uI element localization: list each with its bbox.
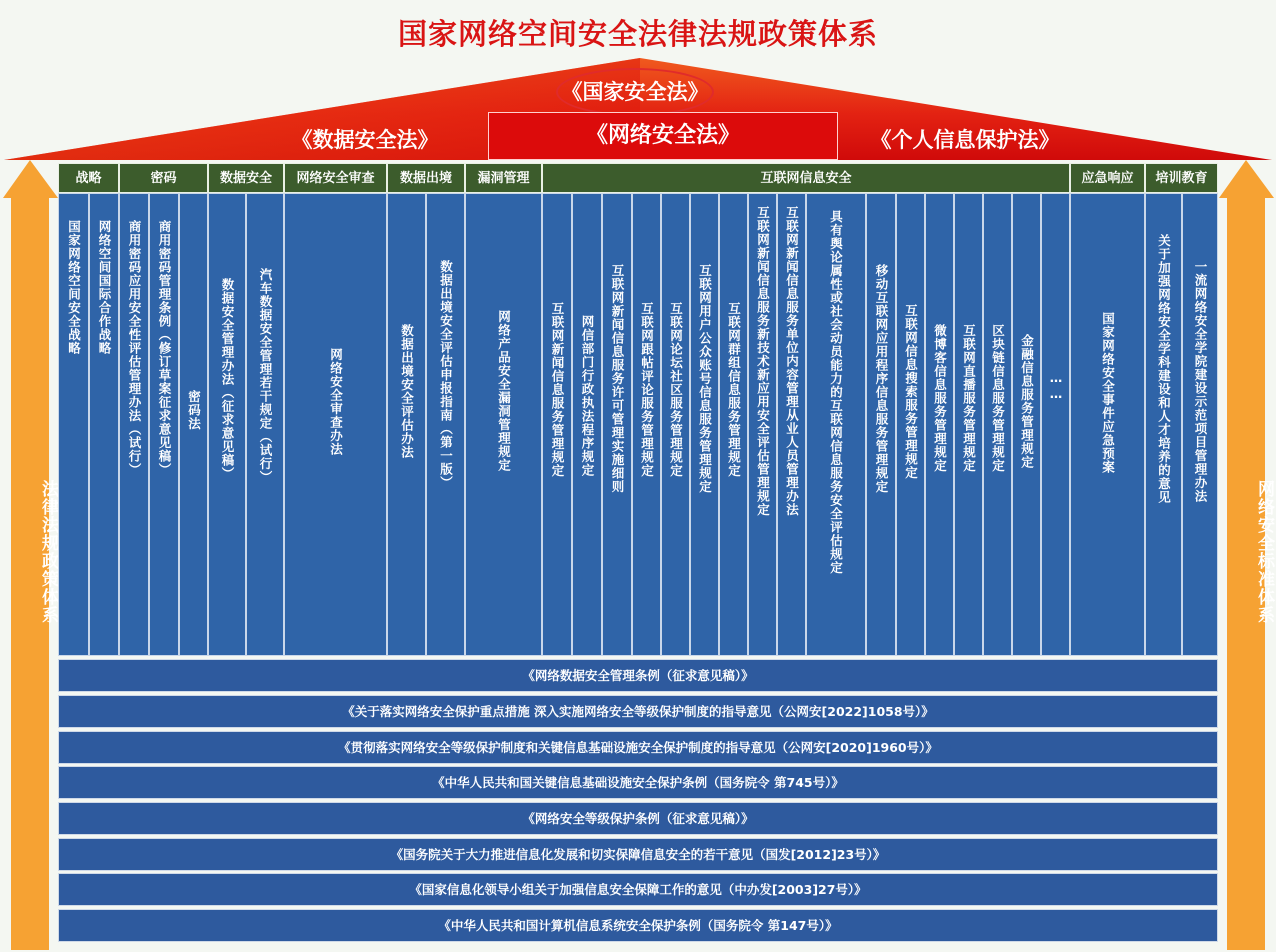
regulation-column: 国家网络安全事件应急预案 (1070, 193, 1145, 656)
regulation-column: 互联网新闻信息服务新技术新应用安全评估管理规定 (748, 193, 777, 656)
regulation-column: 数据出境安全评估办法 (387, 193, 426, 656)
regulation-column: 网络空间国际合作战略 (89, 193, 119, 656)
category-data-security: 数据安全 (208, 163, 284, 193)
regulation-column: 互联网群组信息服务管理规定 (719, 193, 748, 656)
regulation-column: 网络产品安全漏洞管理规定 (465, 193, 542, 656)
regulation-column: 商用密码管理条例（修订草案征求意见稿） (149, 193, 179, 656)
foundation-row: 《关于落实网络安全保护重点措施 深入实施网络安全等级保护制度的指导意见（公网安[2022]1058号）》 (58, 695, 1218, 728)
regulation-column: 汽车数据安全管理若干规定（试行） (246, 193, 284, 656)
national-security-law-label: 《国家安全法》 (556, 68, 714, 116)
regulation-column: 一流网络安全学院建设示范项目管理办法 (1182, 193, 1218, 656)
regulation-column: 商用密码应用安全性评估管理办法（试行） (119, 193, 149, 656)
regulation-column: 互联网论坛社区服务管理规定 (661, 193, 690, 656)
diagram-title: 国家网络空间安全法律法规政策体系 (397, 17, 878, 51)
category-training: 培训教育 (1145, 163, 1218, 193)
foundation-row: 《网络数据安全管理条例（征求意见稿）》 (58, 659, 1218, 692)
regulation-column: 互联网新闻信息服务单位内容管理从业人员管理办法 (777, 193, 806, 656)
regulation-column: 互联网信息搜索服务管理规定 (896, 193, 925, 656)
left-pillar-arrow (3, 160, 58, 950)
foundation-row: 《网络安全等级保护条例（征求意见稿）》 (58, 802, 1218, 835)
data-security-law-label: 《数据安全法》 (291, 128, 439, 152)
right-pillar-label: 网络安全标准体系 (1254, 480, 1274, 624)
regulation-column: 移动互联网应用程序信息服务管理规定 (866, 193, 896, 656)
regulation-column: 互联网新闻信息服务许可管理实施细则 (602, 193, 632, 656)
regulation-column: 互联网新闻信息服务管理规定 (542, 193, 572, 656)
regulation-column: 互联网直播服务管理规定 (954, 193, 983, 656)
left-pillar-label: 法律法规政策体系 (38, 480, 58, 624)
right-pillar-arrow (1219, 160, 1274, 950)
regulation-column: 区块链信息服务管理规定 (983, 193, 1012, 656)
foundation-row: 《中华人民共和国计算机信息系统安全保护条例（国务院令 第147号）》 (58, 909, 1218, 942)
foundation-row: 《国家信息化领导小组关于加强信息安全保障工作的意见（中办发[2003]27号）》 (58, 873, 1218, 906)
personal-info-law-label: 《个人信息保护法》 (870, 128, 1060, 152)
regulation-column: 网信部门行政执法程序规定 (572, 193, 602, 656)
regulation-column: 数据安全管理办法（征求意见稿） (208, 193, 246, 656)
category-security-review: 网络安全审查 (284, 163, 387, 193)
regulation-column: 密码法 (179, 193, 208, 656)
regulation-column: 微博客信息服务管理规定 (925, 193, 954, 656)
category-emergency: 应急响应 (1070, 163, 1145, 193)
regulation-column: 国家网络空间安全战略 (58, 193, 89, 656)
regulation-column: 互联网跟帖评论服务管理规定 (632, 193, 661, 656)
cybersecurity-law-label: 《网络安全法》 (488, 112, 838, 160)
regulation-column: …… (1041, 193, 1070, 656)
category-header-bar (58, 163, 1218, 193)
regulation-column: 互联网用户公众账号信息服务管理规定 (690, 193, 719, 656)
category-strategy: 战略 (58, 163, 119, 193)
category-cryptography: 密码 (119, 163, 208, 193)
regulation-column: 网络安全审查办法 (284, 193, 387, 656)
regulation-column: 具有舆论属性或社会动员能力的互联网信息服务安全评估规定 (806, 193, 866, 656)
regulation-column: 金融信息服务管理规定 (1012, 193, 1041, 656)
regulation-column: 关于加强网络安全学科建设和人才培养的意见 (1145, 193, 1182, 656)
foundation-row: 《国务院关于大力推进信息化发展和切实保障信息安全的若干意见（国发[2012]23号）》 (58, 838, 1218, 871)
regulation-column: 数据出境安全评估申报指南（第一版） (426, 193, 465, 656)
category-vulnerability: 漏洞管理 (465, 163, 542, 193)
category-data-export: 数据出境 (387, 163, 465, 193)
category-internet-info: 互联网信息安全 (542, 163, 1070, 193)
foundation-row: 《中华人民共和国关键信息基础设施安全保护条例（国务院令 第745号）》 (58, 766, 1218, 799)
foundation-row: 《贯彻落实网络安全等级保护制度和关键信息基础设施安全保护制度的指导意见（公网安[2020]1960号）》 (58, 731, 1218, 764)
regulation-columns (58, 193, 1218, 656)
